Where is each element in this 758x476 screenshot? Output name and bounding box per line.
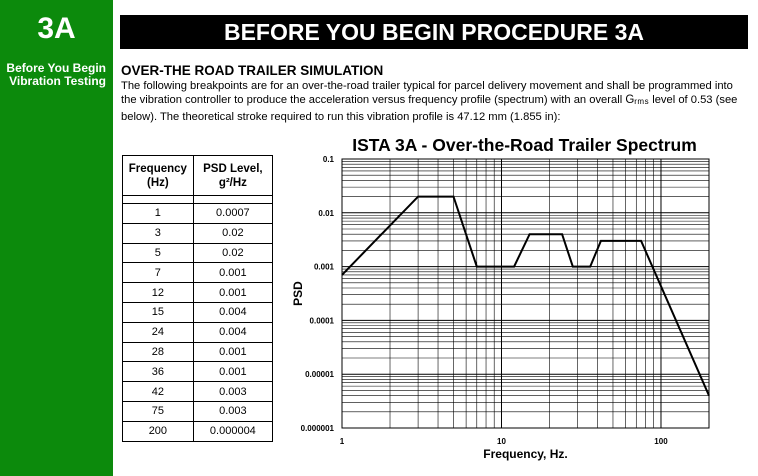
intro-text-part1: The following breakpoints are for an over-the-road trailer typical for parcel delivery movement and shall be programmed into the vibration controller to produce the acceleration versus frequency profile (spectrum) with an overall — [121, 80, 733, 107]
table-row — [123, 283, 273, 303]
y-tick-label: 0.000001 — [300, 424, 334, 433]
frequency-cell: 75 — [123, 401, 194, 421]
y-tick-label: 0.001 — [313, 262, 334, 272]
frequency-cell: 12 — [123, 283, 194, 303]
x-tick-labels — [340, 437, 668, 446]
x-axis-label: Frequency, Hz. — [483, 447, 568, 461]
header-psd-line2: g²/Hz — [218, 176, 247, 189]
table-row — [123, 243, 273, 263]
header-frequency-line2: (Hz) — [147, 176, 169, 189]
psd-cell: 0.003 — [193, 382, 272, 402]
breakpoint-table — [122, 155, 273, 442]
y-tick-label: 0.00001 — [305, 370, 334, 380]
table-spacer-row — [123, 196, 273, 204]
y-tick-label: 0.0001 — [309, 316, 334, 326]
y-axis-label: PSD — [291, 281, 305, 306]
frequency-cell: 36 — [123, 362, 194, 382]
grms-symbol — [625, 94, 649, 106]
table-row — [123, 342, 273, 362]
psd-cell: 0.001 — [193, 263, 272, 283]
x-tick-label: 1 — [339, 437, 345, 446]
psd-cell: 0.004 — [193, 302, 272, 322]
header-psd-line1: PSD Level, — [203, 162, 263, 175]
table-header-frequency — [123, 156, 194, 196]
frequency-cell: 5 — [123, 243, 194, 263]
frequency-cell: 7 — [123, 263, 194, 283]
table-row — [123, 223, 273, 243]
x-tick-label: 10 — [497, 437, 506, 446]
psd-cell: 0.001 — [193, 342, 272, 362]
sidebar-subtitle-line1: Before You Begin — [6, 61, 106, 75]
header-frequency-line1: Frequency — [128, 162, 187, 175]
table-body — [123, 196, 273, 442]
psd-cell: 0.003 — [193, 401, 272, 421]
sidebar — [0, 0, 113, 476]
procedure-code: 3A — [37, 12, 76, 45]
chart-grid-minor — [342, 159, 709, 428]
psd-chart — [280, 150, 720, 466]
y-tick-label: 0.01 — [318, 208, 334, 218]
spacer-cell — [123, 196, 194, 204]
frequency-cell: 15 — [123, 302, 194, 322]
psd-cell: 0.004 — [193, 322, 272, 342]
table-row — [123, 362, 273, 382]
psd-cell: 0.02 — [193, 223, 272, 243]
psd-cell: 0.000004 — [193, 421, 272, 441]
frequency-cell: 24 — [123, 322, 194, 342]
table-row — [123, 263, 273, 283]
sidebar-subtitle — [2, 62, 106, 88]
table-row — [123, 401, 273, 421]
section-title: OVER-THE ROAD TRAILER SIMULATION — [121, 63, 384, 78]
x-tick-label: 100 — [654, 437, 668, 446]
psd-cell: 0.001 — [193, 362, 272, 382]
table-row — [123, 421, 273, 441]
table-row — [123, 302, 273, 322]
table-row — [123, 382, 273, 402]
psd-cell: 0.02 — [193, 243, 272, 263]
psd-cell: 0.001 — [193, 283, 272, 303]
psd-cell: 0.0007 — [193, 204, 272, 224]
section-intro-text — [121, 79, 751, 124]
frequency-cell: 1 — [123, 204, 194, 224]
table-row — [123, 322, 273, 342]
frequency-cell: 42 — [123, 382, 194, 402]
table-header-psd — [193, 156, 272, 196]
frequency-cell: 28 — [123, 342, 194, 362]
table-row — [123, 204, 273, 224]
frequency-cell: 200 — [123, 421, 194, 441]
grms-letter: G — [625, 94, 635, 107]
chart-title: ISTA 3A - Over-the-Road Trailer Spectrum — [352, 135, 697, 155]
table-header-row — [123, 156, 273, 196]
sidebar-subtitle-line2: Vibration Testing — [9, 74, 106, 88]
y-tick-labels — [301, 155, 335, 433]
spacer-cell — [193, 196, 272, 204]
intro-text-part2: level of 0.53 (see below). The theoretical stroke required to run this vibration profile is 47.12 mm (1.855 in): — [121, 94, 738, 123]
frequency-cell: 3 — [123, 223, 194, 243]
page-banner-title: BEFORE YOU BEGIN PROCEDURE 3A — [120, 15, 748, 49]
grms-subscript: rms — [634, 97, 650, 107]
y-tick-label: 0.1 — [322, 155, 334, 164]
